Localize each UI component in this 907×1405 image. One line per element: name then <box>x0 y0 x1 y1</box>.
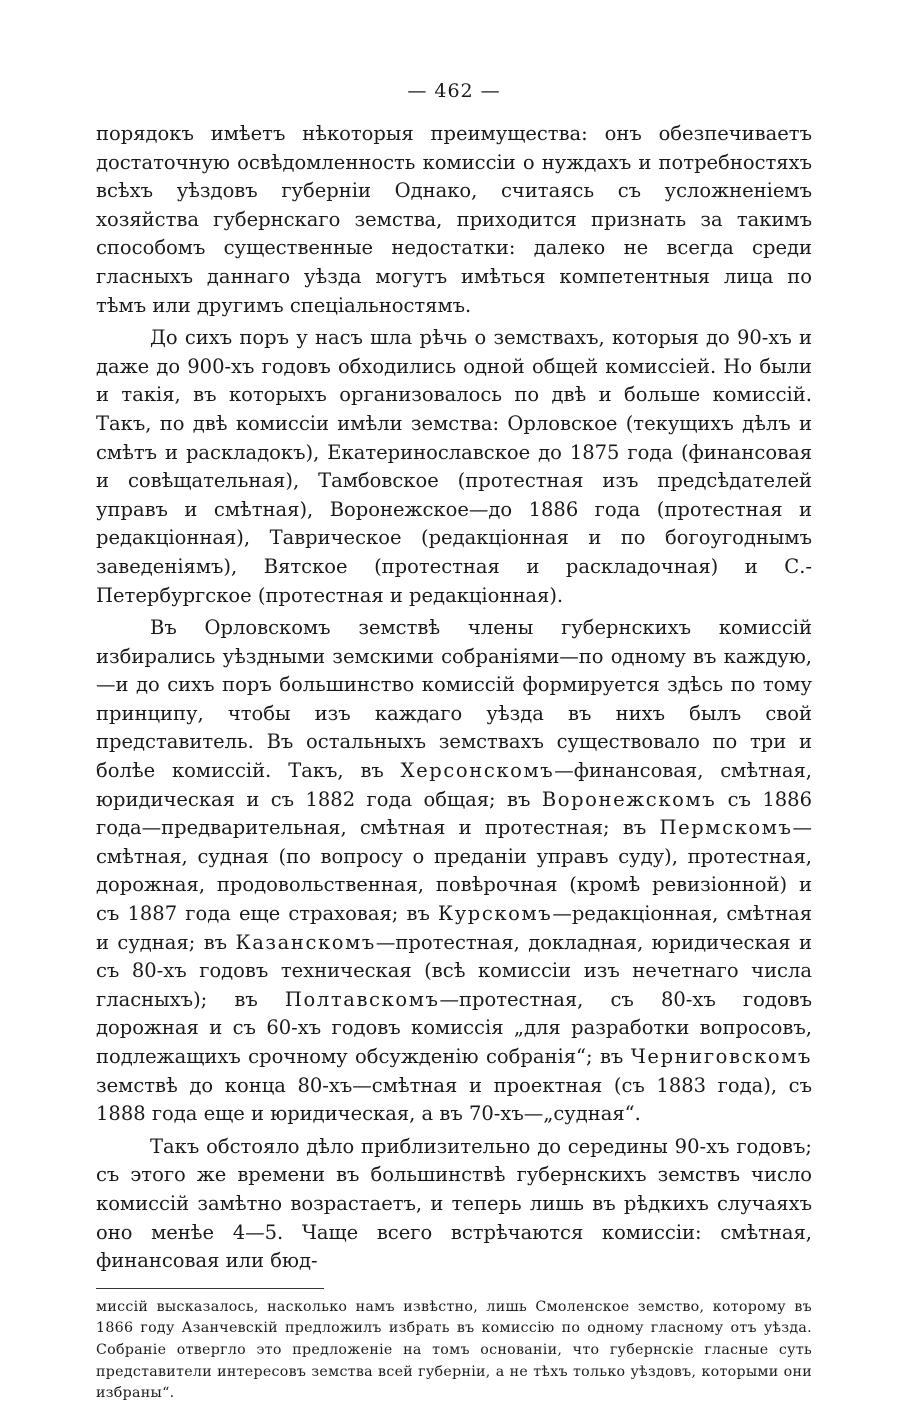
text-segment: Въ Орловскомъ земствѣ члены губернскихъ комиссій избирались уѣздными земскими собраніями—по одному въ каждую,—и до сихъ поръ большинство комиссій формируется здѣсь по тому принципу, чтобы изъ каждаго уѣзда въ нихъ былъ свой представитель. Въ остальныхъ земствахъ существовало по три и болѣе комиссій. Такъ, въ <box>96 616 812 783</box>
text-segment: земствѣ до конца 80-хъ—смѣтная и проектная (съ 1883 года), съ 1888 года еще и юридическая, а въ 70-хъ—„судная“. <box>96 1073 812 1126</box>
text-segment: —финансовая, смѣтная, юридическая и съ 1882 года общая; въ <box>96 759 812 811</box>
text-segment: —редакціонная, смѣтная и судная; въ <box>96 902 812 954</box>
paragraph: Такъ обстояло дѣло приблизительно до середины 90-хъ годовъ; съ этого же времени въ большинствѣ губернскихъ земствъ число комиссій замѣтно возрастаетъ, и теперь лишь въ рѣдкихъ случаяхъ оно менѣе 4—5. Чаще всего встрѣчаются комиссіи: смѣтная, финансовая или бюд- <box>96 1134 812 1273</box>
page-number: — 462 — <box>407 80 501 102</box>
text-segment: съ 1886 года—предварительная, смѣтная и протестная; въ <box>96 787 812 840</box>
text-segment: —смѣтная, судная (по вопросу о преданіи управъ суду), протестная, дорожная, продовольственная, повѣрочная (кромѣ ревизіонной) и съ 1887 года еще страховая; въ <box>96 816 812 926</box>
book-page <box>96 76 812 1405</box>
spaced-zemstvo-name: Курскомъ <box>438 902 553 926</box>
body-text <box>96 120 812 1276</box>
spaced-zemstvo-name: Казанскомъ <box>235 930 376 954</box>
paragraph: До сихъ поръ у насъ шла рѣчь о земствахъ, которыя до 90-хъ и даже до 900-хъ годовъ обходились одной общей комиссіей. Но были и такія, въ которыхъ организовалось по двѣ и больше комиссій. Такъ, по двѣ комиссіи имѣли земства: Орловское (текущихъ дѣлъ и смѣтъ и раскладокъ), Екатеринославское до 1875 года (финансовая и совѣщательная), Тамбовское (протестная изъ предсѣдателей управъ и смѣтная), Воронежское—до 1886 года (протестная и редакціонная), Таврическое (редакціонная и по богоугоднымъ заведеніямъ), Вятское (протестная и раскладочная) и С.-Петербургское (протестная и редакціонная). <box>96 326 812 607</box>
spaced-zemstvo-name: Черниговскомъ <box>630 1045 812 1068</box>
spaced-zemstvo-name: Пермскомъ <box>659 816 793 840</box>
footnote: миссій высказалось, насколько намъ извѣстно, лишь Смоленское земство, которому въ 1866 году Азанчевскій предложилъ избрать въ комиссію по одному гласному отъ уѣзда. Собраніе отвергло это предложеніе на томъ основаніи, что губернскіе гласные суть представители интересовъ земства всей губерніи, а не тѣхъ только уѣздовъ, которыми они избраны“. <box>96 1298 812 1402</box>
paragraph <box>96 614 812 1129</box>
spaced-zemstvo-name: Воронежскомъ <box>541 787 717 811</box>
footnote-divider <box>96 1288 324 1289</box>
spaced-zemstvo-name: Херсонскомъ <box>400 759 555 783</box>
spaced-zemstvo-name: Полтавскомъ <box>284 987 440 1011</box>
text-segment: —протестная, съ 80-хъ годовъ дорожная и съ 60-хъ годовъ комиссія „для разработки вопросовъ, подлежащихъ срочному обсужденію собранія“; въ <box>96 987 813 1068</box>
paragraph: порядокъ имѣетъ нѣкоторыя преимущества: онъ обезпечиваетъ достаточную освѣдомленность комиссіи о нуждахъ и потребностяхъ всѣхъ уѣздовъ губерніи Однако, считаясь съ усложненіемъ хозяйства губернскаго земства, приходится признать за такимъ способомъ существенные недостатки: далеко не всегда среди гласныхъ даннаго уѣзда могутъ имѣться компетентныя лица по тѣмъ или другимъ спеціальностямъ. <box>96 122 812 317</box>
text-segment: —протестная, докладная, юридическая и съ 80-хъ годовъ техническая (всѣ комиссіи изъ нечетнаго числа гласныхъ); въ <box>96 930 812 1011</box>
